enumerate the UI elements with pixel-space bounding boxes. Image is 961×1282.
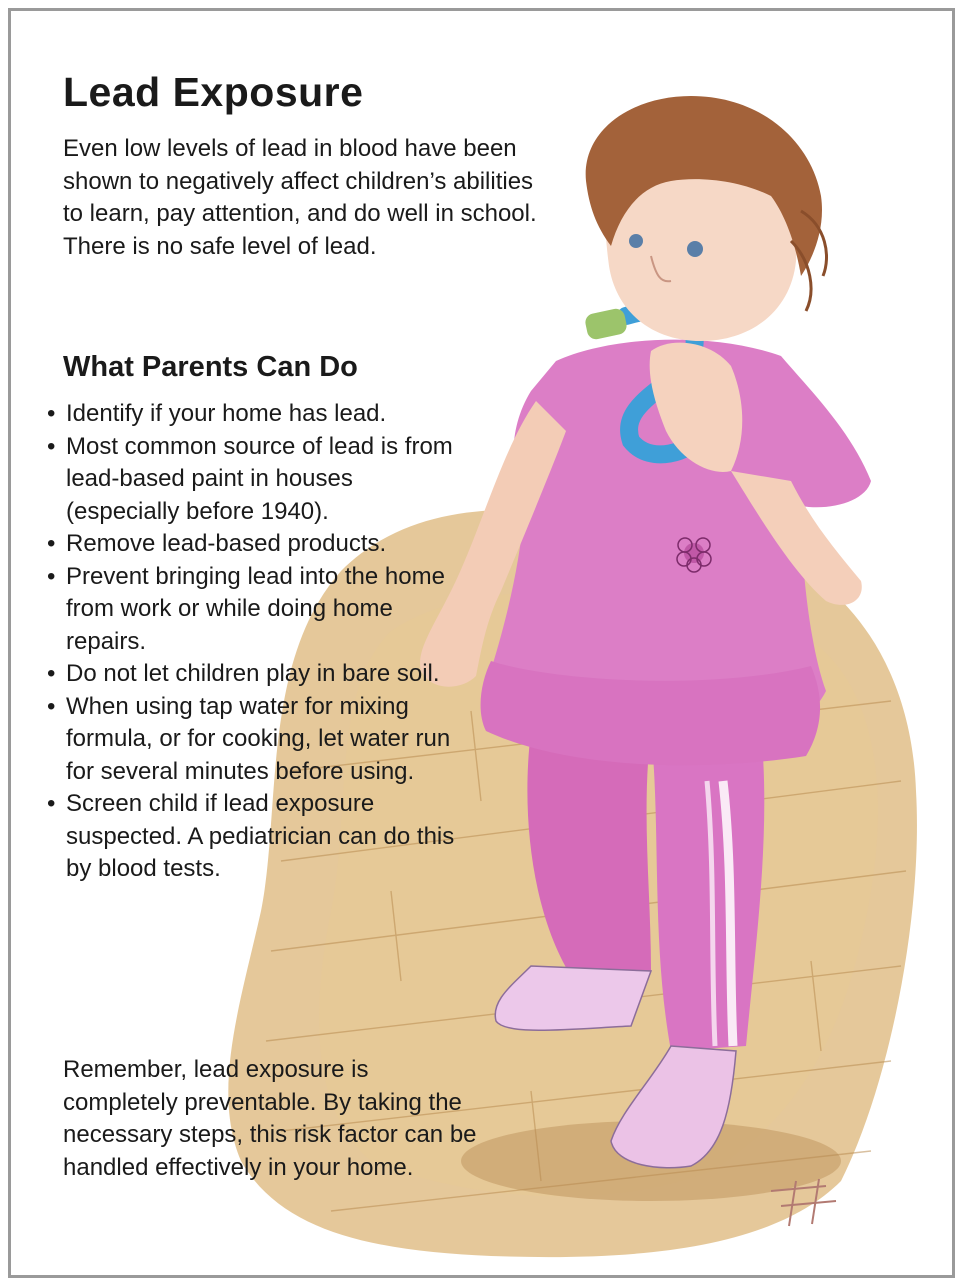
tip-item: [47, 528, 467, 561]
right-eye: [687, 241, 703, 257]
section-heading: What Parents Can Do: [63, 351, 358, 383]
tip-item: [47, 658, 467, 691]
tips-list: [47, 398, 467, 886]
bullet-icon: •: [47, 692, 56, 720]
tip-text: Remove lead-based products.: [66, 530, 387, 557]
bullet-icon: •: [47, 790, 56, 817]
tip-text: Prevent bringing lead into the home from work or while doing home repairs.: [66, 562, 445, 655]
tip-text: When using tap water for mixing formula, or for cooking, let water run for several minutes before using.: [66, 692, 451, 785]
tip-text: Identify if your home has lead.: [66, 400, 387, 427]
bullet-icon: •: [47, 400, 56, 427]
bullet-icon: •: [47, 432, 56, 460]
closing-paragraph: Remember, lead exposure is completely preventable. By taking the necessary steps, this risk factor can be handled effectively in your home.: [63, 1056, 477, 1181]
bullet-icon: •: [47, 530, 56, 557]
pants-right-leg: [651, 731, 764, 1051]
bullet-icon: •: [47, 660, 56, 687]
tip-item: [47, 691, 467, 789]
tip-text: Screen child if lead exposure suspected. A pediatrician can do this by blood tests.: [66, 790, 455, 882]
tip-text: Do not let children play in bare soil.: [66, 660, 440, 687]
tip-item: [47, 561, 467, 659]
teething-toy-tip: [584, 307, 629, 341]
page-frame: [8, 8, 955, 1278]
intro-paragraph: Even low levels of lead in blood have been shown to negatively affect children’s abilities to learn, pay attention, and do well in school. There is no safe level of lead.: [63, 135, 537, 260]
tip-item: [47, 431, 467, 529]
left-eye: [629, 234, 643, 248]
tip-item: [47, 788, 467, 886]
bullet-icon: •: [47, 562, 56, 590]
page-title: Lead Exposure: [63, 69, 364, 115]
tip-item: [47, 398, 467, 431]
tip-text: Most common source of lead is from lead-based paint in houses (especially before 1940).: [66, 432, 453, 525]
